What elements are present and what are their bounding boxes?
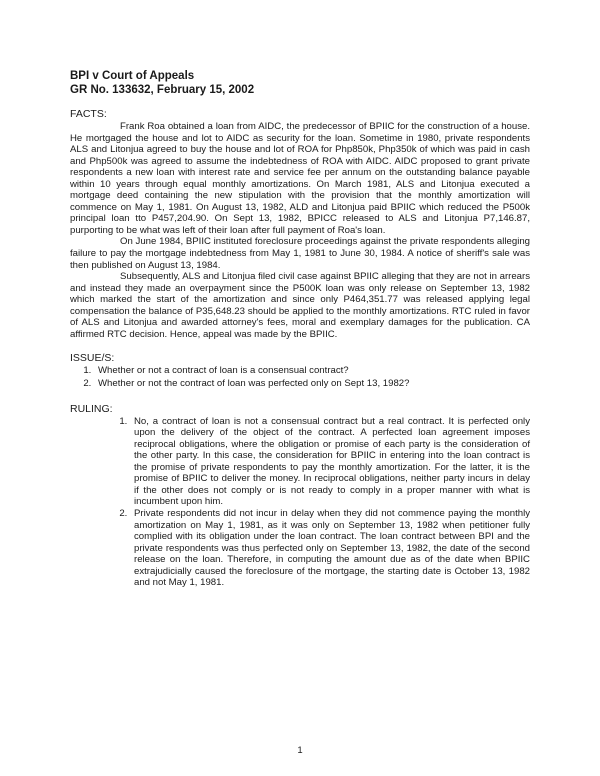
- ruling-list: [70, 416, 530, 589]
- facts-paragraph: Subsequently, ALS and Litonjua filed civil case against BPIIC alleging that they are not in arrears and instead they made an overpayment since the P500K loan was only release on September 13, 1982 which marked the start of the amortization and since only P464,351.77 was released applying legal compensation the balance of P35,648.23 should be applied to the monthly amortizations. RTC ruled in favor of ALS and Litonjua and awarded attorney's fees, moral and exemplary damages for the publication. CA affirmed RTC decision. Hence, appeal was made by the BPIIC.: [70, 271, 530, 340]
- issues-list: [70, 365, 530, 390]
- case-citation: GR No. 133632, February 15, 2002: [70, 84, 255, 96]
- page-number: 1: [297, 745, 303, 756]
- ruling-item: 2. Private respondents did not incur in delay when they did not commence paying the monthly amortization on May 1, 1981, as it was only on September 13, 1982 when petitioner fully complied with its obligation under the loan contract. The loan contract between BPI and the private respondents was thus perfected only on September 13, 1982, the date of the second release on the loan. Therefore, in computing the amount due as of the date when BPIIC extrajudicially caused the foreclosure of the mortgage, the starting date is October 13, 1982 and not May 1, 1981.: [130, 508, 530, 589]
- issue-item: 1. Whether or not a contract of loan is a consensual contract?: [94, 365, 530, 378]
- ruling-item: 1. No, a contract of loan is not a consensual contract but a real contract. It is perfected only upon the delivery of the object of the contract. A perfected loan agreement imposes reciprocal obligations, where the obligation or promise of each party is the consideration of the other party. In this case, the consideration for BPIIC in entering into the loan contract is the promise of private respondents to pay the monthly amortization. For the latter, it is the promise of BPIIC to deliver the money. In reciprocal obligations, neither party incurs in delay if the other does not comply or is not ready to comply in a proper manner with what is incumbent upon him.: [130, 416, 530, 508]
- facts-heading: FACTS:: [70, 108, 107, 120]
- document-body: [70, 69, 530, 589]
- issues-heading: ISSUE/S:: [70, 352, 115, 365]
- ruling-heading: RULING:: [70, 402, 113, 415]
- facts-paragraph: Frank Roa obtained a loan from AIDC, the predecessor of BPIIC for the construction of a house. He mortgaged the house and lot to AIDC as security for the loan. Sometime in 1980, private respondents ALS and Litonjua agreed to buy the house and lot of ROA for Php850k, Php350k of which was paid in cash and Php500k was agreed to assume the indebtedness of ROA with AIDC. AIDC proposed to grant private respondents a new loan with interest rate and service fee per annum on the outstanding balance payable within 10 years through equal monthly amortizations. On March 1981, ALS and Litonjua executed a mortgage deed containing the new stipulation with the provision that the monthly amortization will commence on May 1, 1981. On August 13, 1982, ALD and Litonjua paid BPIIC which reduced the P500k principal loan tto P457,204.90. On Sept 13, 1982, BPICC released to ALS and Litonjua P7,146.87, purporting to be what was left of their loan after full payment of Roa's loan.: [70, 121, 530, 236]
- facts-paragraph: On June 1984, BPIIC instituted foreclosure proceedings against the private respondents alleging failure to pay the mortgage indebtedness from May 1, 1981 to June 30, 1984. A notice of sheriff's sale was then published on August 13, 1984.: [70, 236, 530, 271]
- issue-item: 2. Whether or not the contract of loan was perfected only on Sept 13, 1982?: [94, 378, 530, 391]
- case-title: BPI v Court of Appeals: [70, 70, 195, 82]
